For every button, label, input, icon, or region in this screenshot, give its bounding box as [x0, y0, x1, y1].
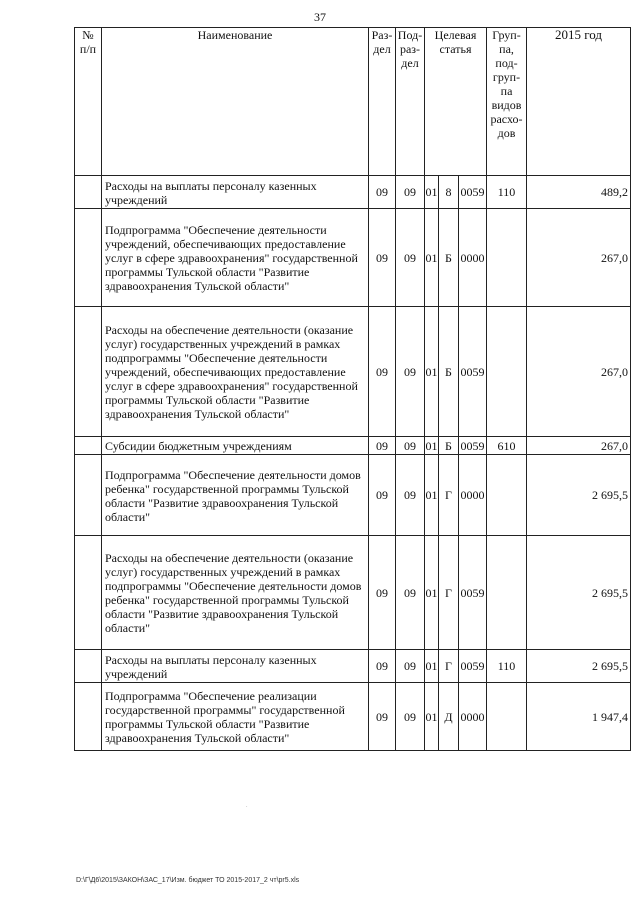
cell-cs3: 0059	[459, 307, 487, 437]
cell-cs3: 0059	[459, 536, 487, 650]
table-row	[75, 650, 631, 683]
cell-cs1: 01	[425, 438, 438, 453]
cell-razdel: 09	[369, 650, 396, 683]
cell-podrazdel: 09	[396, 683, 425, 751]
cell-group: 110	[487, 176, 527, 209]
cell-cs3: 0000	[459, 683, 487, 751]
cell-razdel: 09	[369, 455, 396, 536]
cell-razdel: 09	[369, 209, 396, 307]
cell-num	[75, 437, 102, 455]
cell-amount: 2 695,5	[527, 536, 631, 650]
col-header-num: № п/п	[75, 28, 102, 176]
col-header-group: Груп- па, под- груп- па видов расхо- дов	[487, 28, 527, 176]
cell-group: 610	[487, 437, 527, 455]
cell-cs2: Б	[439, 437, 459, 455]
cell-num	[75, 209, 102, 307]
cell-razdel: 09	[369, 536, 396, 650]
cell-amount: 489,2	[527, 176, 631, 209]
col-header-razdel: Раз- дел	[369, 28, 396, 176]
table-row	[75, 176, 631, 209]
cell-group	[487, 536, 527, 650]
cell-podrazdel: 09	[396, 650, 425, 683]
cell-cs2: Д	[439, 683, 459, 751]
table-header	[75, 28, 631, 176]
page-number: 37	[314, 10, 326, 24]
cell-podrazdel: 09	[396, 437, 425, 455]
cell-amount: 1 947,4	[527, 683, 631, 751]
table-row	[75, 536, 631, 650]
cell-cs2: Г	[439, 536, 459, 650]
cell-group	[487, 455, 527, 536]
cell-cs2: Б	[439, 307, 459, 437]
cell-podrazdel: 09	[396, 176, 425, 209]
cell-cs1: 01	[425, 176, 439, 209]
cell-num	[75, 176, 102, 209]
cell-name: Расходы на выплаты персоналу казенных учреждений	[102, 176, 369, 209]
cell-cs3: 0000	[459, 209, 487, 307]
cell-cs1: 01	[425, 209, 439, 307]
table-row	[75, 437, 631, 455]
table-row	[75, 307, 631, 437]
cell-amount: 267,0	[527, 307, 631, 437]
cell-group	[487, 683, 527, 751]
cell-podrazdel: 09	[396, 307, 425, 437]
cell-podrazdel: 09	[396, 536, 425, 650]
cell-name: Расходы на обеспечение деятельности (оказание услуг) государственных учреждений в рамках подпрограммы "Обеспечение деятельности домов ребенка" государственной программы Тульской области "Развитие здравоохранения Тульской области"	[102, 536, 369, 650]
file-path-footer: D:\Г\Д6\2015\ЗАКОН\ЗАС_17\Изм. бюджет ТО 2015-2017_2 чт\pr5.xls	[76, 877, 300, 884]
cell-group: 110	[487, 650, 527, 683]
scan-mark: .	[246, 803, 248, 809]
cell-razdel: 09	[369, 437, 396, 455]
cell-cs2: 8	[439, 176, 459, 209]
cell-razdel: 09	[369, 307, 396, 437]
cell-name: Подпрограмма "Обеспечение реализации государственной программы" государственной программы Тульской области "Развитие здравоохранения Тульской области"	[102, 683, 369, 751]
col-header-podrazdel: Под- раз- дел	[396, 28, 425, 176]
cell-group	[487, 307, 527, 437]
table-row	[75, 209, 631, 307]
cell-cs3: 0059	[459, 650, 487, 683]
cell-amount: 2 695,5	[527, 650, 631, 683]
cell-cs3: 0059	[459, 176, 487, 209]
cell-cs2: Г	[439, 455, 459, 536]
cell-cs3: 0059	[459, 437, 487, 455]
table-row	[75, 683, 631, 751]
cell-num	[75, 307, 102, 437]
table-row	[75, 455, 631, 536]
cell-cs1: 01	[425, 683, 439, 751]
cell-cs1: 01	[425, 536, 439, 650]
cell-podrazdel: 09	[396, 209, 425, 307]
cell-cs2: Г	[439, 650, 459, 683]
cell-cs1: 01	[425, 650, 439, 683]
cell-amount: 267,0	[527, 437, 631, 455]
cell-num	[75, 683, 102, 751]
cell-num	[75, 536, 102, 650]
cell-name: Подпрограмма "Обеспечение деятельности домов ребенка" государственной программы Тульской области "Развитие здравоохранения Тульской области"	[102, 455, 369, 536]
cell-num	[75, 650, 102, 683]
col-header-year: 2015 год	[527, 28, 631, 176]
cell-cs1: 01	[425, 455, 439, 536]
col-header-name: Наименование	[102, 28, 369, 176]
cell-num	[75, 455, 102, 536]
cell-name: Субсидии бюджетным учреждениям	[102, 437, 369, 455]
cell-razdel: 09	[369, 176, 396, 209]
cell-name: Расходы на обеспечение деятельности (оказание услуг) государственных учреждений в рамках подпрограммы "Обеспечение деятельности учреждений, обеспечивающих предоставление услуг в сфере здравоохранения" государственной программы Тульской области "Развитие здравоохранения Тульской области"	[102, 307, 369, 437]
cell-name: Расходы на выплаты персоналу казенных учреждений	[102, 650, 369, 683]
col-header-target: Целевая статья	[425, 28, 487, 176]
cell-cs2: Б	[439, 209, 459, 307]
cell-cs3: 0000	[459, 455, 487, 536]
cell-amount: 2 695,5	[527, 455, 631, 536]
cell-razdel: 09	[369, 683, 396, 751]
cell-podrazdel: 09	[396, 455, 425, 536]
cell-name: Подпрограмма "Обеспечение деятельности учреждений, обеспечивающих предоставление услуг в сфере здравоохранения" государственной программы Тульской области "Развитие здравоохранения Тульской области"	[102, 209, 369, 307]
cell-cs1: 01	[425, 307, 439, 437]
budget-table	[74, 27, 631, 751]
cell-group	[487, 209, 527, 307]
cell-amount: 267,0	[527, 209, 631, 307]
